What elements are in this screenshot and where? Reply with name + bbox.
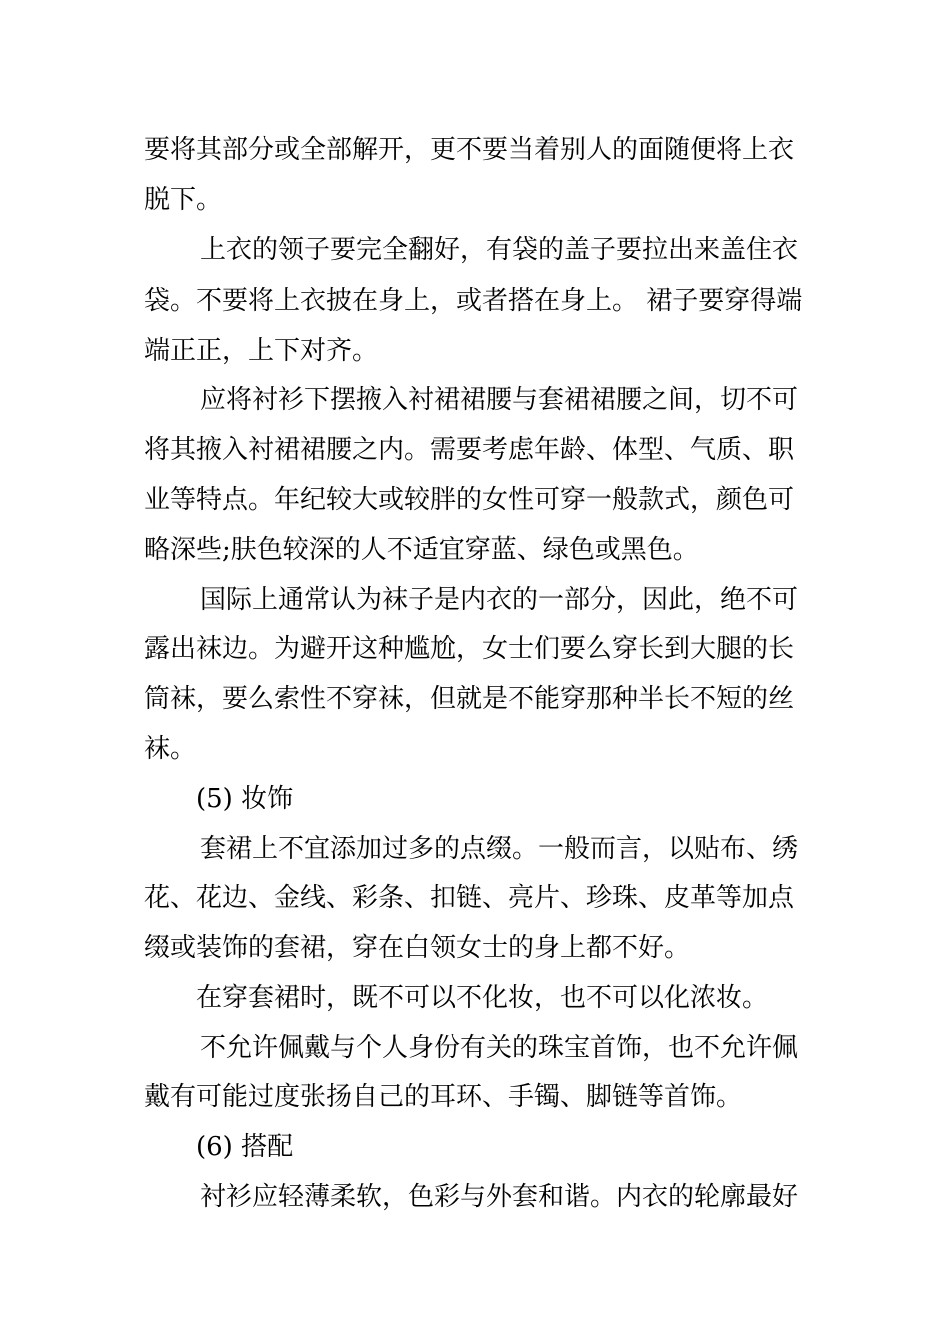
paragraph-start: 国际上通常认为袜子是内衣的一部分，因此，绝不可	[200, 585, 799, 615]
text-line: 将其掖入衬裙裙腰之内。需要考虑年龄、体型、气质、职	[144, 435, 795, 465]
section-heading: (6) 搭配	[196, 1132, 294, 1162]
text-line: 脱下。	[144, 185, 223, 215]
text-line: 露出袜边。为避开这种尴尬，女士们要么穿长到大腿的长	[144, 634, 795, 664]
text-line: 端正正，上下对齐。	[144, 336, 379, 366]
paragraph-start: 不允许佩戴与个人身份有关的珠宝首饰，也不允许佩	[200, 1033, 799, 1063]
text-line: 略深些;肤色较深的人不适宜穿蓝、绿色或黑色。	[144, 535, 699, 565]
section-heading: (5) 妆饰	[196, 784, 294, 814]
text-line: 戴有可能过度张扬自己的耳环、手镯、脚链等首饰。	[144, 1082, 743, 1112]
text-line: 袜。	[144, 734, 197, 764]
paragraph-start: 衬衫应轻薄柔软，色彩与外套和谐。内衣的轮廓最好	[200, 1182, 799, 1212]
paragraph-start: 上衣的领子要完全翻好，有袋的盖子要拉出来盖住衣	[200, 235, 799, 265]
paragraph-start: 套裙上不宜添加过多的点缀。一般而言，以贴布、绣	[200, 834, 799, 864]
text-line: 筒袜，要么索性不穿袜，但就是不能穿那种半长不短的丝	[144, 684, 795, 714]
text-line: 花、花边、金线、彩条、扣链、亮片、珍珠、皮革等加点	[144, 883, 795, 913]
text-line: 缀或装饰的套裙，穿在白领女士的身上都不好。	[144, 933, 691, 963]
text-line: 要将其部分或全部解开，更不要当着别人的面随便将上衣	[144, 135, 795, 165]
paragraph-start: 在穿套裙时，既不可以不化妆，也不可以化浓妆。	[196, 983, 769, 1013]
paragraph-start: 应将衬衫下摆掖入衬裙裙腰与套裙裙腰之间，切不可	[200, 385, 799, 415]
text-line: 业等特点。年纪较大或较胖的女性可穿一般款式，颜色可	[144, 485, 795, 515]
text-line: 袋。不要将上衣披在身上，或者搭在身上。 裙子要穿得端	[144, 286, 803, 316]
